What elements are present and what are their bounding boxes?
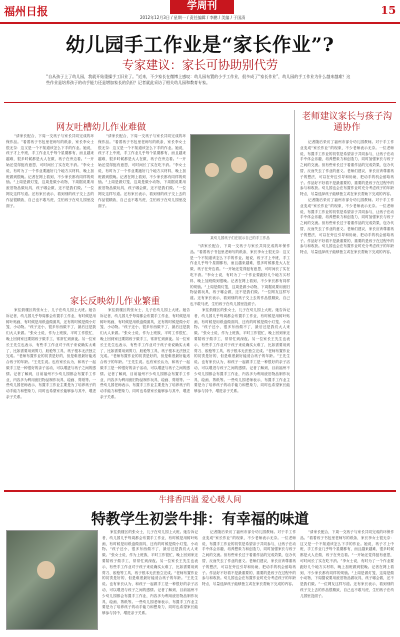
- children-crafts-photo: [190, 134, 290, 234]
- right-section-title: 老师建议家长与孩子沟通协作: [301, 112, 392, 133]
- masthead: [0, 0, 400, 24]
- photo-caption: 某幼儿园孩子们在展示自己的手工作品: [210, 236, 270, 240]
- section-divider: [4, 102, 396, 103]
- second-story-col3: “请家长配合，下周一交孩子与家长共同完成的环保作品。”看着孩子书包里老师写的纸条，家长李女士很无奈：这又是一个不知道该怎么下手的作业。她说，孩子才上中班，手工作业几乎每个星期都有，而且越来越难，很多时候都是大人在做，孩子在旁边看。“一开始还觉得挺有意思，可时间长了实在吃不消。”李女士说，有时为了一个作业要跑好几个地方买材料，晚上加班做到很晚。记者在网上看到，不少家长都有同样的烦恼。“上周是做灯笼，这周是做小动物，下周据说要用废旧物品做玩具，孩子哪会做，还不是我们做。”一位网友这样写道。还有家长表示，看到别的孩子交上去的作品很精致，自己也不敢马虎，生怕孩子在幼儿园里没面子。: [300, 530, 394, 598]
- story-divider: [4, 490, 396, 492]
- second-story-headline: 特教学生初尝牛排：有幸福的味道: [91, 511, 309, 528]
- newspaper-logo: 福州日报: [4, 5, 48, 18]
- main-subheadline: 专家建议：家长可协助别代劳: [121, 58, 278, 72]
- issue-meta: 2012年12月3日 / 星期一 / 责任编辑 / 李鹏 / 美编 / 于国清: [140, 15, 246, 20]
- bottom-article-col3: 家住鼓楼区的张女士，儿子在幼儿园上大班。她告诉记者，幼儿园几乎每周都会布置手工作业，有时候是用树叶贴画，有时候是用纸盘做面具，还有的时候是做小灯笼、小动物。“孩子还小，很多东西做不了，最后还是我们大人来做。”张女士说，作为上班族，平时工作很忙，晚上回到家还要陪孩子做手工，常常忙到深夜。另一位家长王先生也表示，有些手工作业对于孩子来说确实太难了，比如需要用到剪刀、胶枪等工具，孩子根本无法独立完成。“老师布置作业的初衷是好的，但是难度最好能适合孩子的年龄。”王先生说。也有家长认为，和孩子一起做手工是一种很好的亲子活动，可以增进与孩子之间的感情。记者了解到，目前福州不少幼儿园都会布置手工作业，内容多为利用废旧物品制作玩具、绘画、剪纸等。一些幼儿园老师表示，布置手工作业主要是为了培养孩子的动手能力和想象力，同时也希望家长能够参与其中，增进亲子关系。: [194, 308, 290, 394]
- second-story-kicker: 牛排香四溢 爱心暖人间: [158, 495, 242, 504]
- lead-paragraph: “自从孩子上了幼儿园，我就开始重操手工旧业了。”近来，不少家长在微博上感叹：幼儿园布置的小手工作业，很多成了“家长作业”，幼儿园的手工作业为什么越来越难？这些作业是培养孩子的动手能力还是增加家长的负担？记者就此采访了相关幼儿园和教育专家。: [46, 74, 351, 85]
- photo-side-text: “请家长配合，下周一交孩子与家长共同完成的环保作品。”看着孩子书包里老师写的纸条，家长李女士很无奈：这又是一个不知道该怎么下手的作业。她说，孩子才上中班，手工作业几乎每个星期都有，而且越来越难，很多时候都是大人在做，孩子在旁边看。“一开始还觉得挺有意思，可时间长了实在吃不消。”李女士说，有时为了一个作业要跑好几个地方买材料，晚上加班做到很晚。记者在网上看到，不少家长都有同样的烦恼。“上周是做灯笼，这周是做小动物，下周据说要用废旧物品做玩具，孩子哪会做，还不是我们做。”一位网友这样写道。还有家长表示，看到别的孩子交上去的作品很精致，自己也不敢马虎，生怕孩子在幼儿园里没面子。: [190, 244, 290, 306]
- steak-photo: [6, 530, 98, 630]
- second-story-col2: 记者随后采访了福州市部分幼儿园教师。对于手工作业变成“家长作业”的现象，不少老师表示无奈。一位老师说，布置手工作业的初衷是希望亲子共同参与，让孩子在动手中体会乐趣，培养想象力和创造力，同时加强家长与孩子之间的交流。但有些家长过于看重作品的完成效果，包办代替，反而失去了作业的意义。老师们建议，家长应该尊重孩子的想法，可以在旁边引导和协助，把动手的机会留给孩子。作品好不好看不是最重要的，重要的是孩子在过程中的参与和收获。幼儿园也会在布置作业时充分考虑孩子的年龄特点，尽量选择孩子能够独立或在家长帮助下完成的内容。: [202, 530, 296, 587]
- page-number: 15: [380, 4, 396, 17]
- column-divider: [294, 110, 295, 490]
- left-article-col2: “请家长配合，下周一交孩子与家长共同完成的环保作品。”看着孩子书包里老师写的纸条，家长李女士很无奈：这又是一个不知道该怎么下手的作业。她说，孩子才上中班，手工作业几乎每个星期都有，而且越来越难，很多时候都是大人在做，孩子在旁边看。“一开始还觉得挺有意思，可时间长了实在吃不消。”李女士说，有时为了一个作业要跑好几个地方买材料，晚上加班做到很晚。记者在网上看到，不少家长都有同样的烦恼。“上周是做灯笼，这周是做小动物，下周据说要用废旧物品做玩具，孩子哪会做，还不是我们做。”一位网友这样写道。还有家长表示，看到别的孩子交上去的作品很精致，自己也不敢马虎，生怕孩子在幼儿园里没面子。: [98, 134, 186, 208]
- bottom-article-col1: 家住鼓楼区的张女士，儿子在幼儿园上大班。她告诉记者，幼儿园几乎每周都会布置手工作业，有时候是用树叶贴画，有时候是用纸盘做面具，还有的时候是做小灯笼、小动物。“孩子还小，很多东西做不了，最后还是我们大人来做。”张女士说，作为上班族，平时工作很忙，晚上回到家还要陪孩子做手工，常常忙到深夜。另一位家长王先生也表示，有些手工作业对于孩子来说确实太难了，比如需要用到剪刀、胶枪等工具，孩子根本无法独立完成。“老师布置作业的初衷是好的，但是难度最好能适合孩子的年龄。”王先生说。也有家长认为，和孩子一起做手工是一种很好的亲子活动，可以增进与孩子之间的感情。记者了解到，目前福州不少幼儿园都会布置手工作业，内容多为利用废旧物品制作玩具、绘画、剪纸等。一些幼儿园老师表示，布置手工作业主要是为了培养孩子的动手能力和想象力，同时也希望家长能够参与其中，增进亲子关系。: [6, 308, 96, 399]
- bottom-article-col2: 家住鼓楼区的张女士，儿子在幼儿园上大班。她告诉记者，幼儿园几乎每周都会布置手工作业，有时候是用树叶贴画，有时候是用纸盘做面具，还有的时候是做小灯笼、小动物。“孩子还小，很多东西做不了，最后还是我们大人来做。”张女士说，作为上班族，平时工作很忙，晚上回到家还要陪孩子做手工，常常忙到深夜。另一位家长王先生也表示，有些手工作业对于孩子来说确实太难了，比如需要用到剪刀、胶枪等工具，孩子根本无法独立完成。“老师布置作业的初衷是好的，但是难度最好能适合孩子的年龄。”王先生说。也有家长认为，和孩子一起做手工是一种很好的亲子活动，可以增进与孩子之间的感情。记者了解到，目前福州不少幼儿园都会布置手工作业，内容多为利用废旧物品制作玩具、绘画、剪纸等。一些幼儿园老师表示，布置手工作业主要是为了培养孩子的动手能力和想象力，同时也希望家长能够参与其中，增进亲子关系。: [100, 308, 190, 399]
- section-name: 学周刊: [170, 0, 234, 14]
- left-article-col1: “请家长配合，下周一交孩子与家长共同完成的环保作品。”看着孩子书包里老师写的纸条，家长李女士很无奈：这又是一个不知道该怎么下手的作业。她说，孩子才上中班，手工作业几乎每个星期都有，而且越来越难，很多时候都是大人在做，孩子在旁边看。“一开始还觉得挺有意思，可时间长了实在吃不消。”李女士说，有时为了一个作业要跑好几个地方买材料，晚上加班做到很晚。记者在网上看到，不少家长都有同样的烦恼。“上周是做灯笼，这周是做小动物，下周据说要用废旧物品做玩具，孩子哪会做，还不是我们做。”一位网友这样写道。还有家长表示，看到别的孩子交上去的作品很精致，自己也不敢马虎，生怕孩子在幼儿园里没面子。: [6, 134, 94, 208]
- main-headline: 幼儿园手工作业是“家长作业”?: [65, 34, 335, 56]
- second-story-col1: 家住鼓楼区的张女士，儿子在幼儿园上大班。她告诉记者，幼儿园几乎每周都会布置手工作业，有时候是用树叶贴画，有时候是用纸盘做面具，还有的时候是做小灯笼、小动物。“孩子还小，很多东西做不了，最后还是我们大人来做。”张女士说，作为上班族，平时工作很忙，晚上回到家还要陪孩子做手工，常常忙到深夜。另一位家长王先生也表示，有些手工作业对于孩子来说确实太难了，比如需要用到剪刀、胶枪等工具，孩子根本无法独立完成。“老师布置作业的初衷是好的，但是难度最好能适合孩子的年龄。”王先生说。也有家长认为，和孩子一起做手工是一种很好的亲子活动，可以增进与孩子之间的感情。记者了解到，目前福州不少幼儿园都会布置手工作业，内容多为利用废旧物品制作玩具、绘画、剪纸等。一些幼儿园老师表示，布置手工作业主要是为了培养孩子的动手能力和想象力，同时也希望家长能够参与其中，增进亲子关系。: [102, 530, 198, 616]
- left-section-title: 网友吐槽幼儿作业难做: [56, 123, 147, 133]
- bottom-section-title: 家长反映幼儿作业繁重: [70, 297, 161, 307]
- right-article-col: 记者随后采访了福州市部分幼儿园教师。对于手工作业变成“家长作业”的现象，不少老师表示无奈。一位老师说，布置手工作业的初衷是希望亲子共同参与，让孩子在动手中体会乐趣，培养想象力和创造力，同时加强家长与孩子之间的交流。但有些家长过于看重作品的完成效果，包办代替，反而失去了作业的意义。老师们建议，家长应该尊重孩子的想法，可以在旁边引导和协助，把动手的机会留给孩子。作品好不好看不是最重要的，重要的是孩子在过程中的参与和收获。幼儿园也会在布置作业时充分考虑孩子的年龄特点，尽量选择孩子能够独立或在家长帮助下完成的内容。 记者随后采访了福州市部分幼儿园教师。对于手工作业变成“家长作业”的现象，不少老师表示无奈。一位老师说，布置手工作业的初衷是希望亲子共同参与，让孩子在动手中体会乐趣，培养想象力和创造力，同时加强家长与孩子之间的交流。但有些家长过于看重作品的完成效果，包办代替，反而失去了作业的意义。老师们建议，家长应该尊重孩子的想法，可以在旁边引导和协助，把动手的机会留给孩子。作品好不好看不是最重要的，重要的是孩子在过程中的参与和收获。幼儿园也会在布置作业时充分考虑孩子的年龄特点，尽量选择孩子能够独立或在家长帮助下完成的内容。: [300, 140, 394, 255]
